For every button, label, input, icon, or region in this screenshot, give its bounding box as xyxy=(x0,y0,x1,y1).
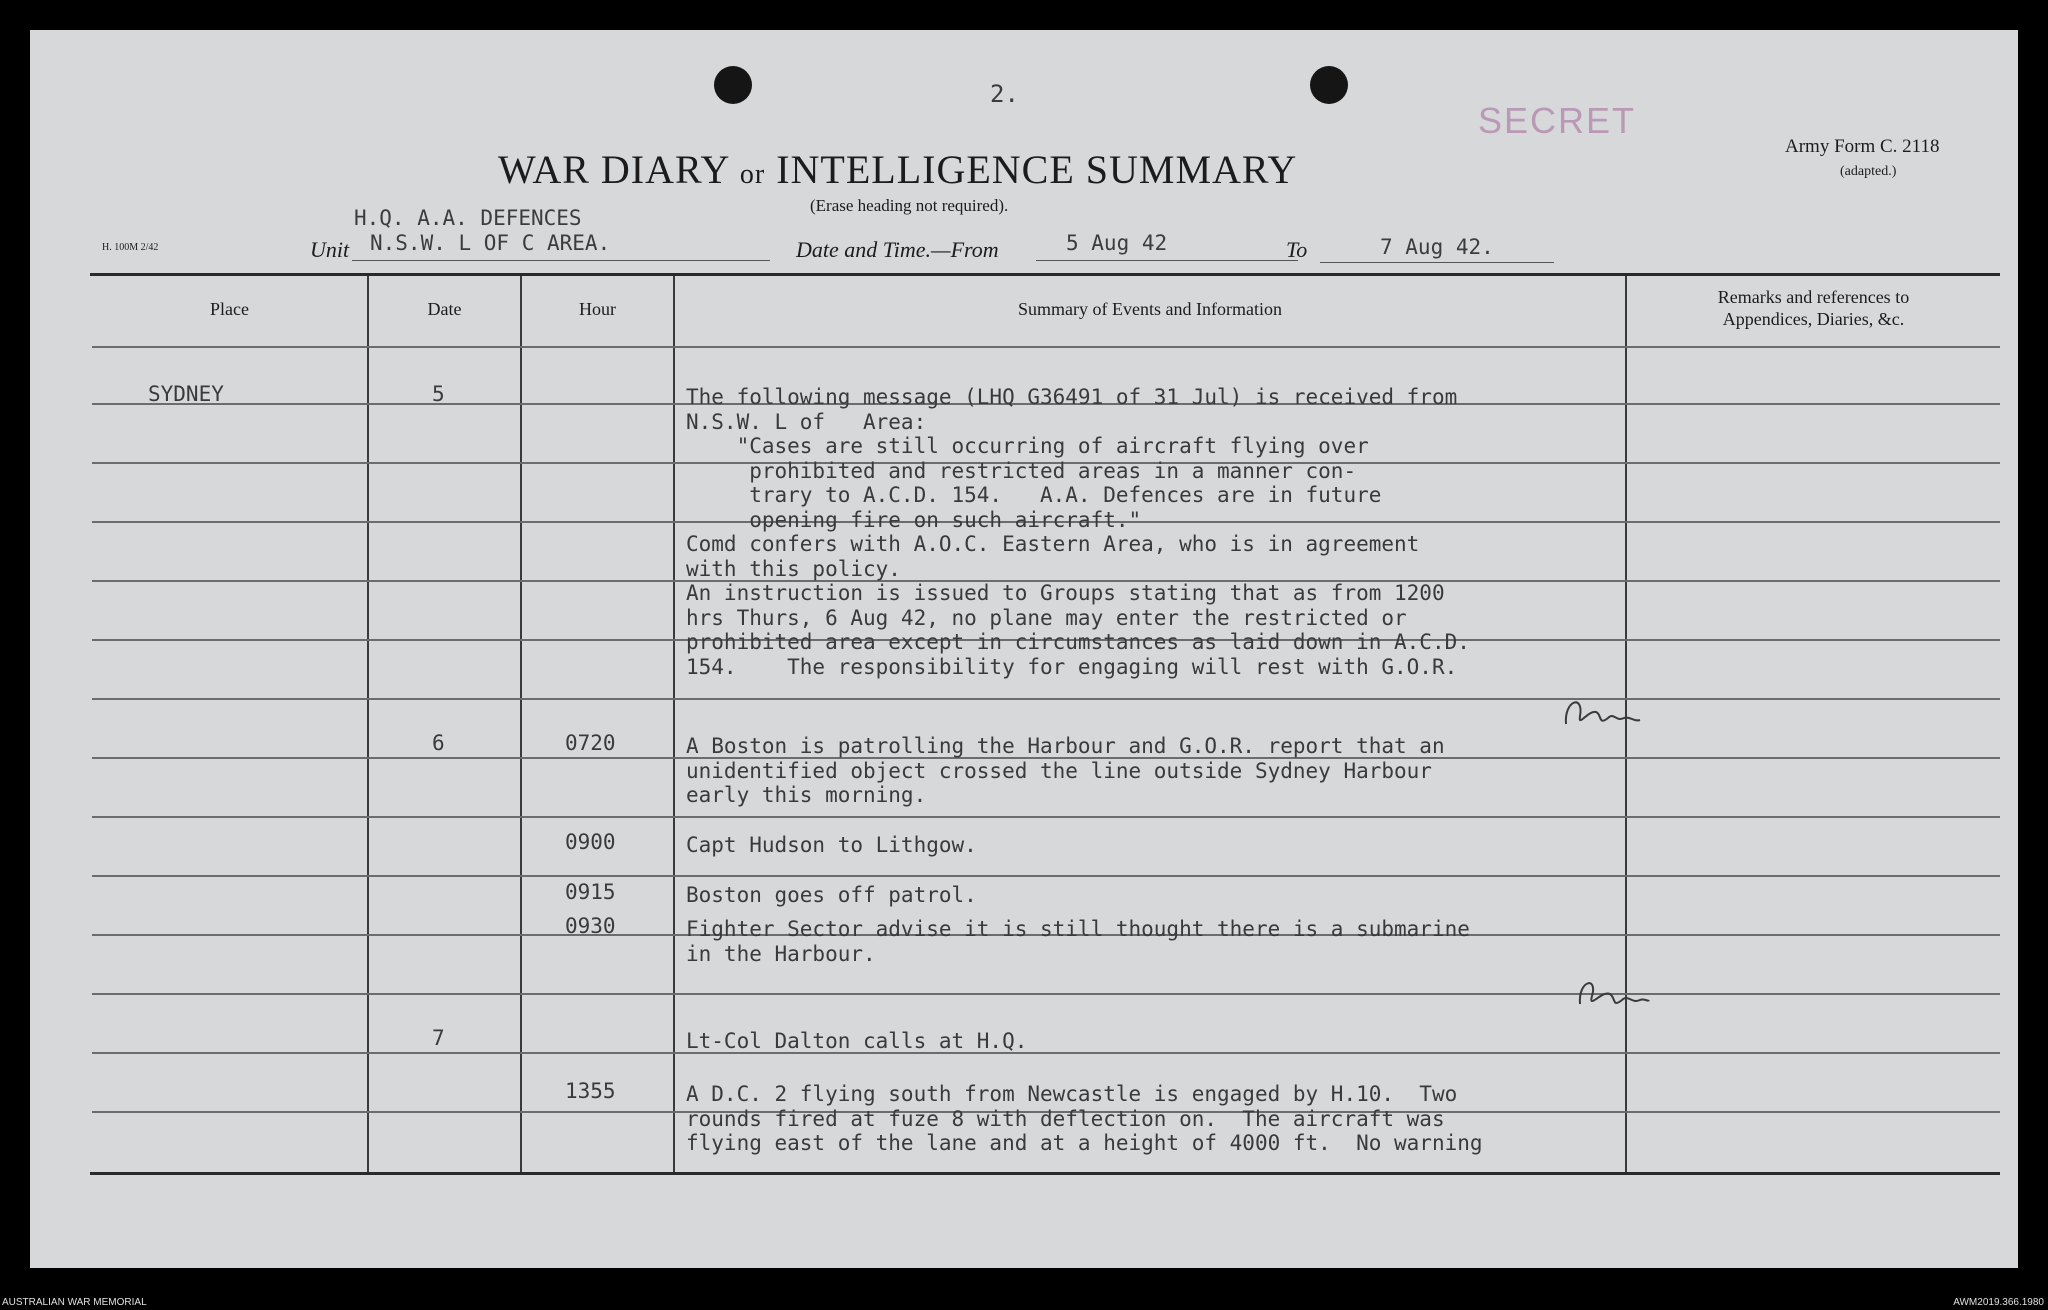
page-number: 2. xyxy=(990,80,1019,108)
document-subtitle: (Erase heading not required). xyxy=(810,196,1009,215)
entry-summary: Capt Hudson to Lithgow. xyxy=(686,833,977,857)
unit-underline xyxy=(352,260,770,261)
entry-hour: 0900 xyxy=(565,830,616,854)
print-code: H. 100M 2/42 xyxy=(102,242,159,253)
entry-hour: 0930 xyxy=(565,914,616,938)
punch-hole-left xyxy=(714,66,752,104)
remarks-header-line2: Appendices, Diaries, &c. xyxy=(1722,309,1905,329)
date-to-underline xyxy=(1320,262,1554,263)
entry-summary: The following message (LHQ G36491 of 31 Jul) is received from N.S.W. L of Area: "Cases are still occurring of aircraft flying over prohibited and restricted areas in a manner con- trary to A.C.D. 154. A.A. Defences are in future opening fire on such aircraft." Comd confers with A.O.C. Eastern Area, who is in agreement with this policy. An instruction is issued to Groups stating that as from 1200 hrs Thurs, 6 Aug 42, no plane may enter the restricted or prohibited area except in circumstances as laid down in A.C.D. 154. The responsibility for engaging will rest with G.O.R. xyxy=(686,385,1470,679)
punch-hole-right xyxy=(1310,66,1348,104)
entry-date: 7 xyxy=(432,1026,445,1050)
archive-reference: AWM2019.366.1980 xyxy=(1953,1297,2044,1308)
ruled-line xyxy=(92,816,2000,818)
secret-stamp: SECRET xyxy=(1478,100,1637,141)
entry-hour: 0915 xyxy=(565,880,616,904)
column-divider xyxy=(673,276,675,1172)
remarks-header-line1: Remarks and references to xyxy=(1717,287,1910,307)
initials-signature xyxy=(1570,970,1650,1018)
entry-summary: Lt-Col Dalton calls at H.Q. xyxy=(686,1029,1028,1053)
column-divider xyxy=(520,276,522,1172)
unit-name-line2: N.S.W. L OF C AREA. xyxy=(370,231,611,255)
ruled-line xyxy=(92,346,2000,348)
entry-summary: Boston goes off patrol. xyxy=(686,883,977,907)
document-title xyxy=(498,146,1297,193)
title-part2: INTELLIGENCE SUMMARY xyxy=(776,147,1298,192)
table-top-border xyxy=(90,273,2000,276)
column-header-hour: Hour xyxy=(579,299,616,319)
column-header-summary: Summary of Events and Information xyxy=(1018,299,1282,319)
unit-label: Unit xyxy=(310,237,350,262)
form-adapted: (adapted.) xyxy=(1840,164,1897,179)
date-time-label: Date and Time.—From xyxy=(796,237,999,262)
table-bottom-border xyxy=(90,1172,2000,1175)
column-header-remarks xyxy=(1627,286,2000,330)
ruled-line xyxy=(92,698,2000,700)
diary-page xyxy=(30,30,2018,1268)
ruled-line xyxy=(92,875,2000,877)
entry-summary: A Boston is patrolling the Harbour and G.O.R. report that an unidentified object crossed the line outside Sydney Harbour early this morning. xyxy=(686,734,1445,807)
archive-credit: AUSTRALIAN WAR MEMORIAL xyxy=(2,1297,147,1308)
entry-summary: A D.C. 2 flying south from Newcastle is engaged by H.10. Two rounds fired at fuze 8 with deflection on. The aircraft was flying east of the lane and at a height of 4000 ft. No warning xyxy=(686,1082,1483,1155)
to-label: To xyxy=(1286,237,1308,262)
entry-hour: 0720 xyxy=(565,731,616,755)
date-to: 7 Aug 42. xyxy=(1380,235,1494,259)
date-from: 5 Aug 42 xyxy=(1066,231,1168,255)
entry-summary: Fighter Sector advise it is still thought there is a submarine in the Harbour. xyxy=(686,917,1470,966)
title-part1: WAR DIARY xyxy=(498,147,729,192)
entry-place: SYDNEY xyxy=(148,382,224,406)
entry-hour: 1355 xyxy=(565,1079,616,1103)
ruled-line xyxy=(92,993,2000,995)
form-reference: Army Form C. 2118 xyxy=(1785,136,1940,157)
column-header-place: Place xyxy=(210,299,249,319)
entry-date: 5 xyxy=(432,382,445,406)
unit-name-line1: H.Q. A.A. DEFENCES xyxy=(354,206,582,230)
column-divider xyxy=(367,276,369,1172)
ruled-line xyxy=(92,1052,2000,1054)
column-header-date: Date xyxy=(427,299,462,319)
entry-date: 6 xyxy=(432,731,445,755)
date-from-underline xyxy=(1036,260,1298,261)
initials-signature xyxy=(1558,688,1642,738)
title-or: or xyxy=(739,159,766,190)
